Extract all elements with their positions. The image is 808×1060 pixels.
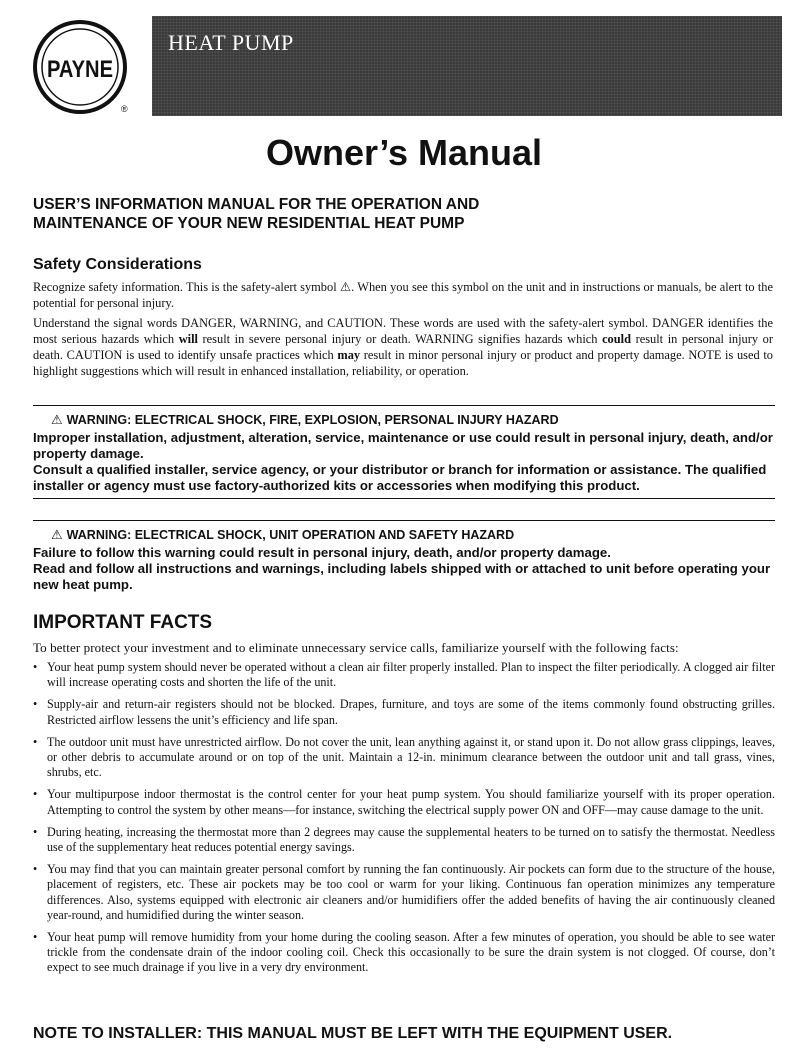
logo-registered-mark: ® xyxy=(121,104,128,114)
bullet-icon: • xyxy=(33,660,38,674)
payne-logo xyxy=(31,18,129,116)
fact-text: During heating, increasing the thermostat more than 2 degrees may cause the supplemental heaters to be turned on to satisfy the thermostat. Needless use of the supplementary heat reduces potential energy savings. xyxy=(47,824,775,855)
important-facts-heading: IMPORTANT FACTS xyxy=(33,612,213,633)
fact-text: The outdoor unit must have unrestricted airflow. Do not cover the unit, lean anything against it, or stand upon it. Do not allow grass clippings, leaves, or other debris to accumulate around or on top of the unit. Maintain a 12-in. minimum clearance between the outdoor unit and tall grass, vines, shrubs, etc. xyxy=(47,734,775,780)
fact-text: Your heat pump will remove humidity from your home during the cooling season. After a few minutes of operation, you should be able to see water trickle from the condensate drain of the indoor cooling coil. Check this occasionally to be sure the drain system is not clogged. Of course, don’t expect to see much drainage if you live in a very dry environment. xyxy=(47,930,775,975)
bullet-icon: • xyxy=(33,930,38,945)
warning-box-operation-hazard xyxy=(33,520,775,593)
fact-text: You may find that you can maintain greater personal comfort by running the fan continuously. Air pockets can form due to the structure of the house, placement of registers, etc. These air pockets may be too cool or warm for your liking. Continuous fan operation minimizes any temperature differences. Also, systems equipped with electronic air cleaners and/or humidifiers offer the added benefits of having the air continuously cleaned year-round, and humidified during the winter season. xyxy=(47,862,775,922)
safety-p2-text-b: result in severe personal injury or death. WARNING signifies hazards which xyxy=(197,332,603,346)
fact-text: Your heat pump system should never be operated without a clean air filter properly installed. Plan to inspect the filter periodically. A clogged air filter will increase operating costs and shorten the life of the unit. xyxy=(47,660,775,690)
safety-heading: Safety Considerations xyxy=(33,256,202,273)
warning-triangle-icon: ⚠ xyxy=(51,412,63,427)
safety-p2-may: may xyxy=(337,348,361,362)
safety-p2-will: will xyxy=(178,332,198,346)
warning-2-body-2: Read and follow all instructions and warnings, including labels shipped with or attached to unit before operating your new heat pump. xyxy=(33,561,771,592)
safety-p2-could: could xyxy=(602,332,631,346)
safety-paragraph-1 xyxy=(33,279,773,311)
safety-p1-text-end: . When you see this symbol on the unit and in instructions or manuals, be alert to the potential for personal injury. xyxy=(33,280,774,310)
warning-triangle-icon: ⚠ xyxy=(51,527,63,542)
list-item xyxy=(33,862,775,923)
bullet-icon: • xyxy=(33,787,38,802)
bullet-icon: • xyxy=(33,734,38,749)
banner-title: HEAT PUMP xyxy=(168,30,294,55)
important-facts-list xyxy=(33,660,775,983)
list-item xyxy=(33,660,775,690)
list-item xyxy=(33,825,775,855)
header-banner xyxy=(152,16,782,116)
installer-note: NOTE TO INSTALLER: THIS MANUAL MUST BE LEFT WITH THE EQUIPMENT USER. xyxy=(33,1025,673,1042)
safety-p2-text-c: result in personal injury or death. CAUTION is used to identify unsafe practices which xyxy=(33,332,773,362)
list-item xyxy=(33,787,775,817)
fact-text: Your multipurpose indoor thermostat is the control center for your heat pump system. You should familiarize yourself with its proper operation. Attempting to control the system by other means—for instance, switching the electrical supply power ON and OFF—may cause damage to the unit. xyxy=(47,787,775,817)
subtitle-line-1: USER’S INFORMATION MANUAL FOR THE OPERATION AND xyxy=(33,196,480,213)
warning-2-heading xyxy=(33,527,775,543)
safety-p1-text: Recognize safety information. This is the safety-alert symbol xyxy=(33,280,340,294)
warning-2-heading-text: WARNING: ELECTRICAL SHOCK, UNIT OPERATION AND SAFETY HAZARD xyxy=(66,528,515,542)
list-item xyxy=(33,735,775,781)
list-item xyxy=(33,697,775,727)
warning-box-fire-hazard xyxy=(33,405,775,499)
bullet-icon: • xyxy=(33,824,38,839)
bullet-icon: • xyxy=(33,862,38,877)
list-item xyxy=(33,930,775,976)
logo-brand: PAYNE xyxy=(47,56,113,83)
subtitle-line-2: MAINTENANCE OF YOUR NEW RESIDENTIAL HEAT PUMP xyxy=(33,215,465,232)
safety-alert-icon: ⚠ xyxy=(339,280,352,294)
manual-subtitle xyxy=(33,195,773,233)
warning-1-body-2: Consult a qualified installer, service agency, or your distributor or branch for information or assistance. The qualified installer or agency must use factory-authorized kits or accessories when modifying this product. xyxy=(33,462,767,493)
bullet-icon: • xyxy=(33,697,38,712)
safety-p2-text-d: result in minor personal injury or product and property damage. NOTE is used to highlight suggestions which will result in enhanced installation, reliability, or operation. xyxy=(33,348,773,378)
warning-2-body-1: Failure to follow this warning could result in personal injury, death, and/or property damage. xyxy=(33,545,611,560)
safety-paragraph-2 xyxy=(33,315,773,379)
document-title: Owner’s Manual xyxy=(265,132,543,173)
safety-p2-text-a: Understand the signal words DANGER, WARNING, and CAUTION. These words are used with the safety-alert symbol. DANGER identifies the most serious hazards which xyxy=(33,316,773,346)
warning-1-heading-text: WARNING: ELECTRICAL SHOCK, FIRE, EXPLOSION, PERSONAL INJURY HAZARD xyxy=(66,413,559,427)
warning-1-body-1: Improper installation, adjustment, alteration, service, maintenance or use could result in personal injury, death, and/or property damage. xyxy=(33,430,773,461)
important-facts-intro: To better protect your investment and to eliminate unnecessary service calls, familiarize yourself with the following facts: xyxy=(33,640,679,655)
warning-1-heading xyxy=(33,412,775,428)
fact-text: Supply-air and return-air registers should not be blocked. Drapes, furniture, and toys are some of the items commonly found obstructing grilles. Restricted airflow lessens the unit’s efficiency and life span. xyxy=(47,697,775,727)
